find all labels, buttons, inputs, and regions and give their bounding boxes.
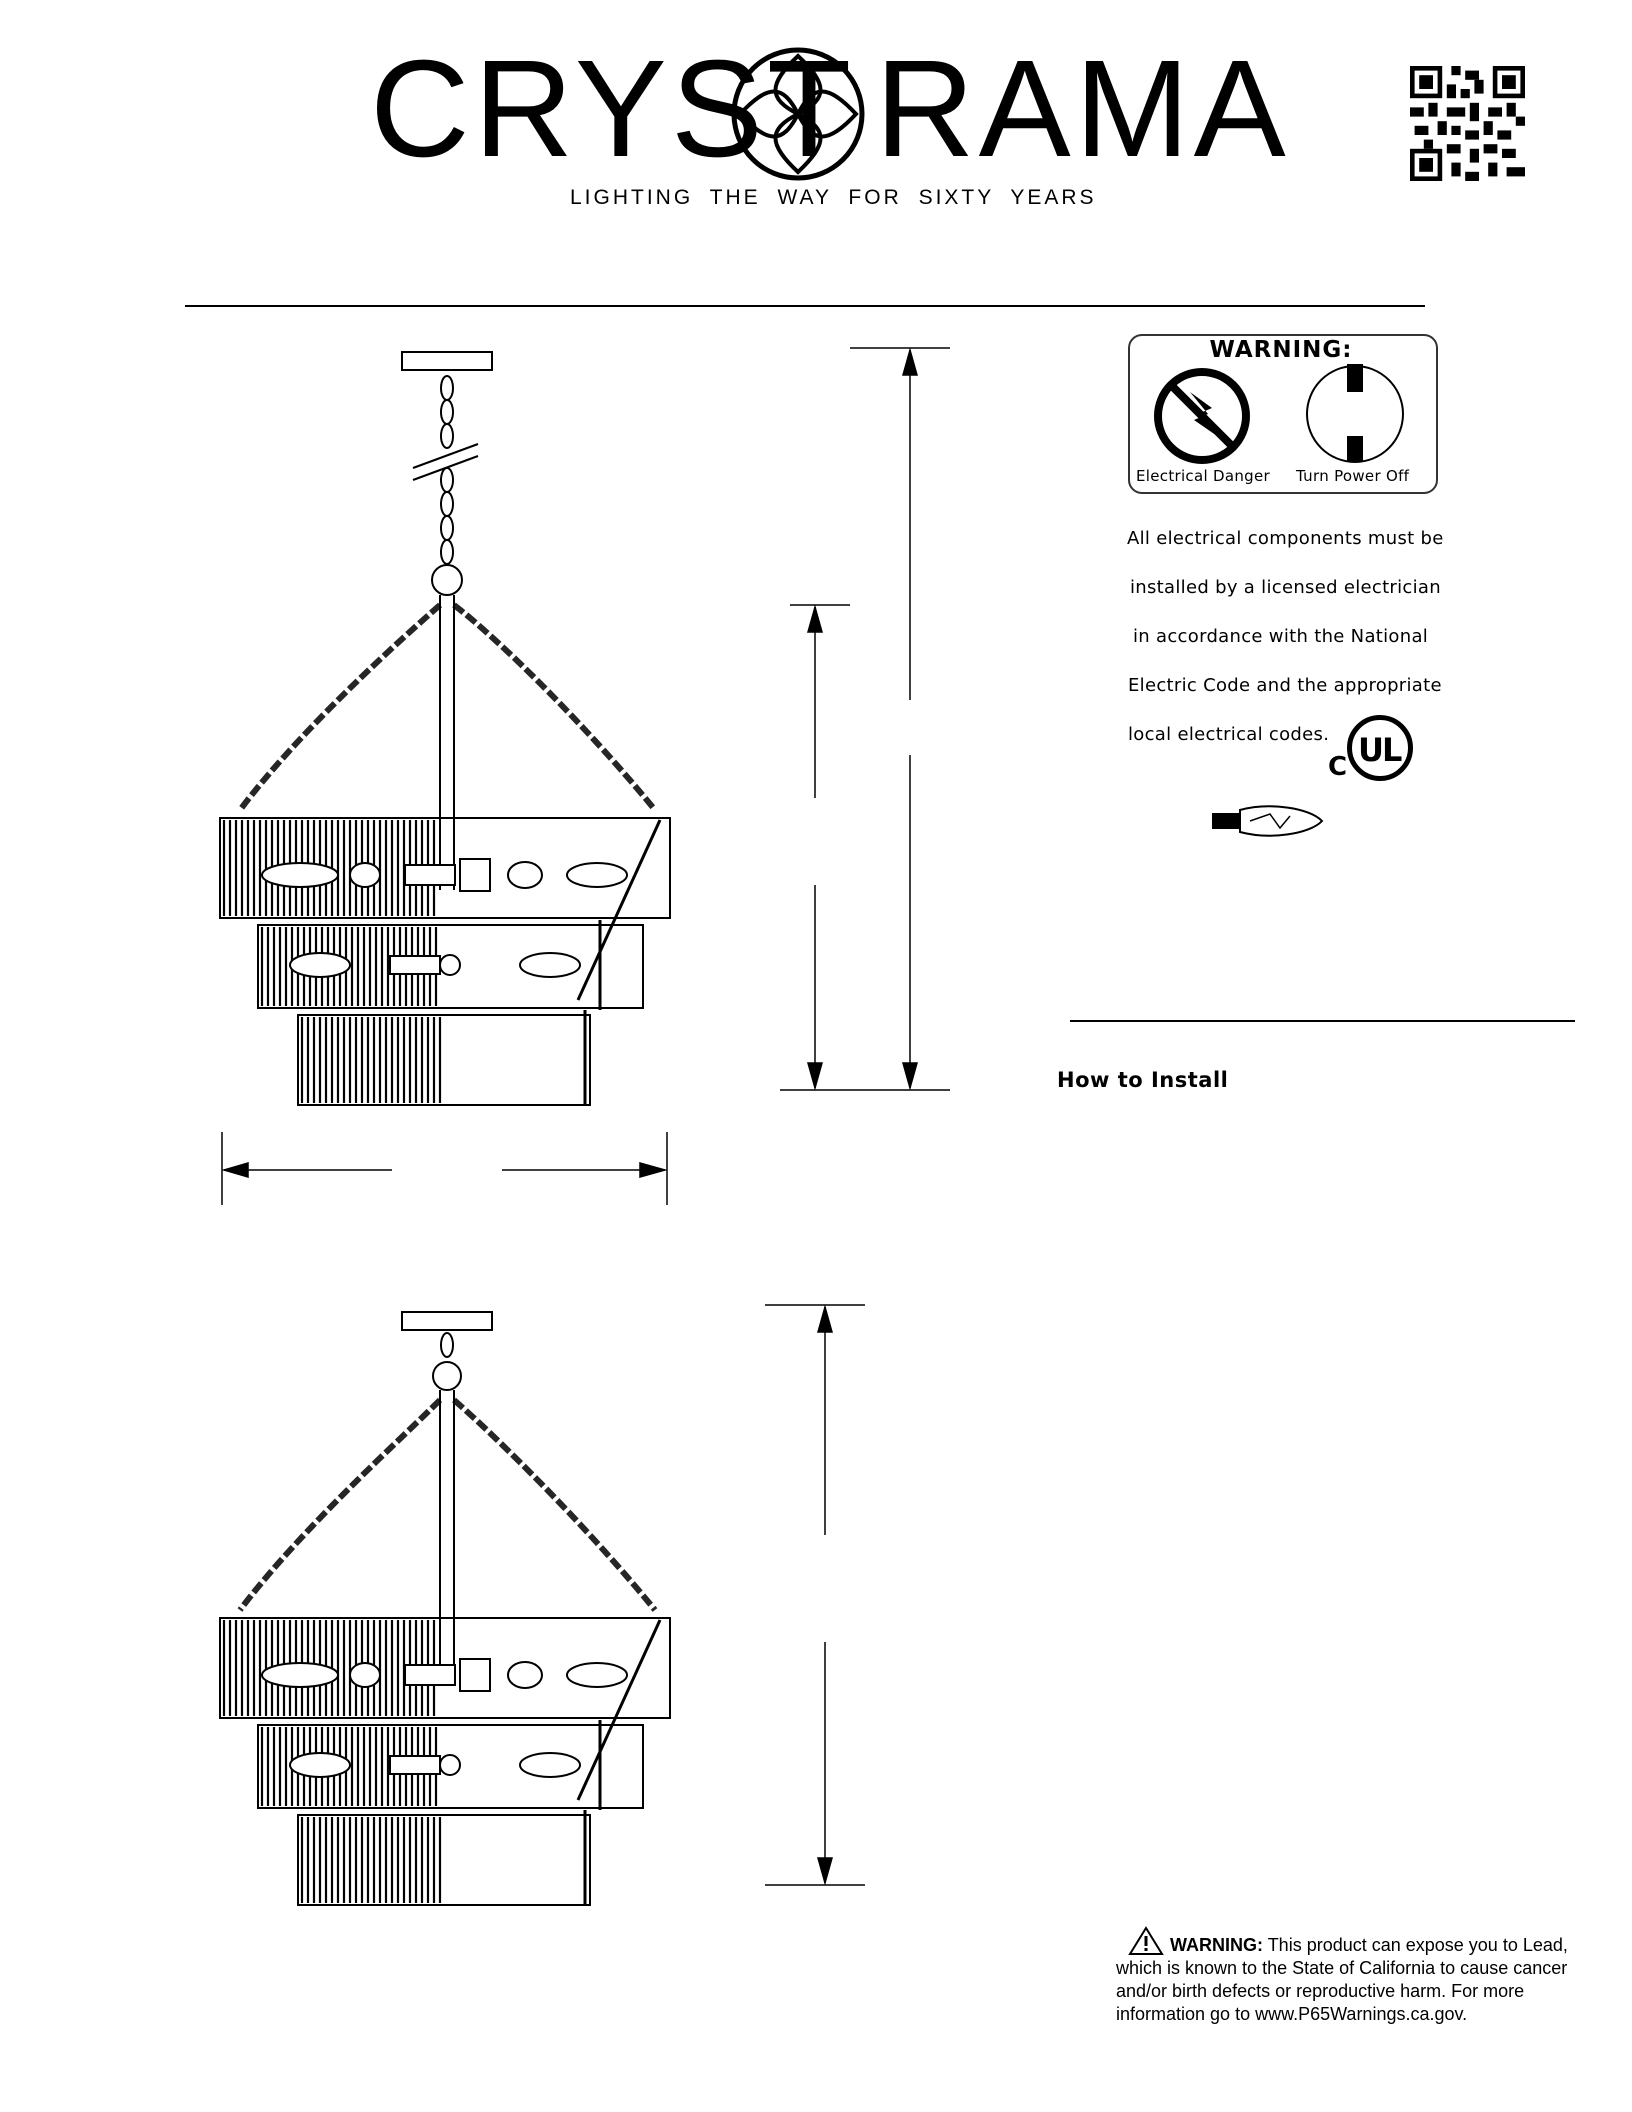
canopy	[402, 1312, 492, 1330]
warning-title: WARNING:	[1209, 337, 1353, 363]
brand-name-right: RAMA	[875, 32, 1290, 186]
min-height-dimension-line	[765, 1300, 875, 1900]
electrical-notice-line: installed by a licensed electrician	[1130, 577, 1441, 598]
header-divider	[185, 305, 1425, 307]
ul-mark-text: UL	[1358, 731, 1401, 769]
brand-name-left: CRYST	[370, 32, 856, 186]
height-dimension-lines	[780, 340, 960, 1100]
qr-code[interactable]	[1410, 66, 1525, 181]
width-dimension-line	[220, 1130, 680, 1210]
crystal-rods-tier-3	[302, 1017, 440, 1103]
electrical-danger-label: Electrical Danger	[1136, 467, 1270, 485]
prop65-warning	[1116, 1934, 1586, 2026]
c-mark: C	[1328, 752, 1348, 782]
section-divider	[1070, 1020, 1575, 1022]
electrical-danger-icon	[1150, 364, 1254, 468]
electrical-notice-line: in accordance with the National	[1133, 626, 1429, 647]
crystal-rods-tier-3	[302, 1817, 440, 1903]
electrical-notice-line: local electrical codes.	[1128, 724, 1330, 745]
prop65-label: WARNING:	[1170, 1935, 1263, 1955]
brand-tagline: LIGHTING THE WAY FOR SIXTY YEARS	[570, 186, 1097, 209]
turn-power-off-label: Turn Power Off	[1296, 467, 1410, 485]
electrical-notice-line: All electrical components must be	[1127, 528, 1444, 549]
prop65-text: This product can expose you to Lead, which is known to the State of California to cause cancer and/or birth defects or reproductive harm. For more information go to www.P65Warnings.ca.gov.	[1116, 1935, 1568, 2024]
fixture-drawing-min-height	[200, 1300, 1000, 1920]
power-off-switch-icon	[1303, 362, 1407, 466]
canopy	[402, 352, 492, 370]
crystorama-emblem-icon	[728, 44, 868, 184]
candle-bulb-icon	[1210, 800, 1325, 842]
how-to-install-heading: How to Install	[1057, 1068, 1229, 1092]
electrical-notice-line: Electric Code and the appropriate	[1128, 675, 1442, 696]
ul-certification-mark	[1347, 715, 1413, 781]
brand-logo	[370, 32, 1290, 190]
